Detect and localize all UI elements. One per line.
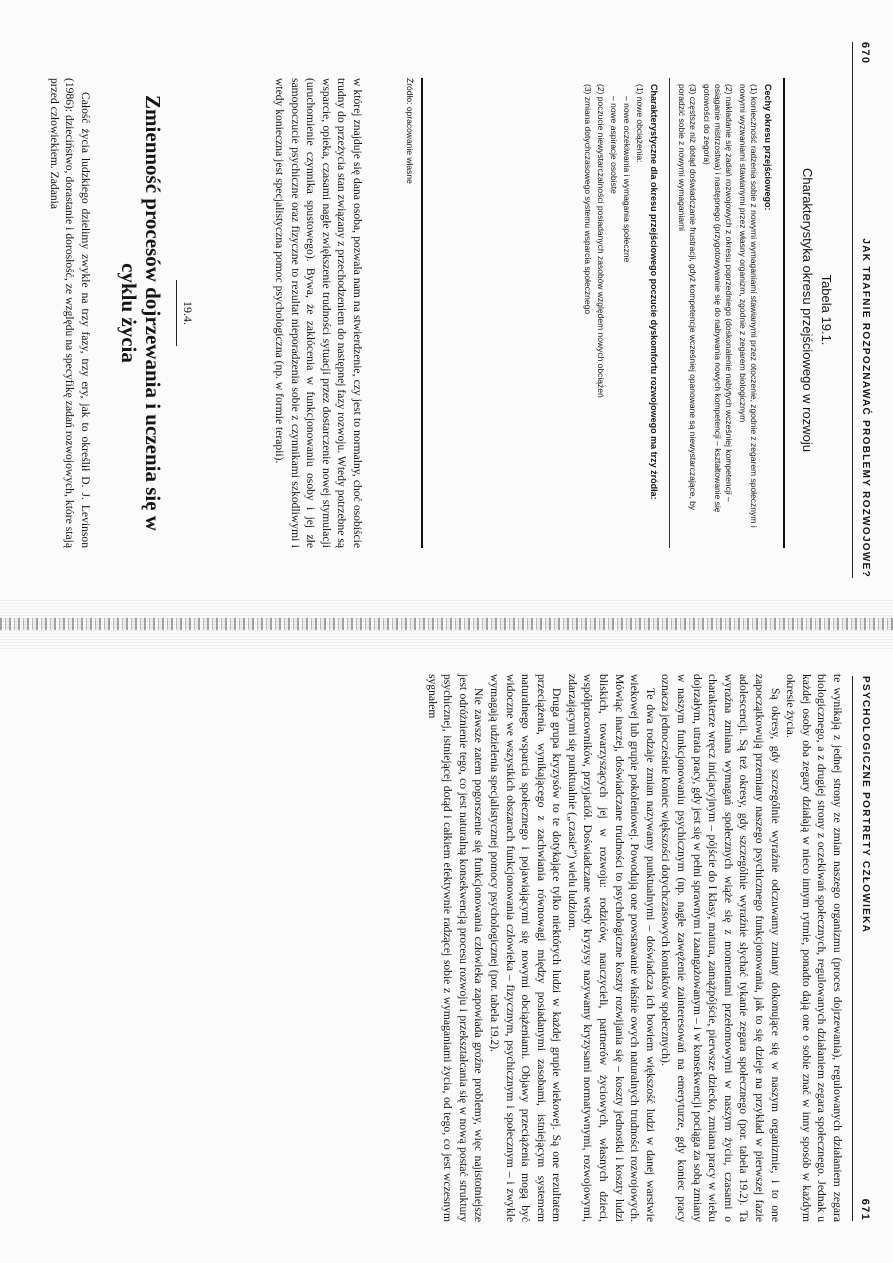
table-item: (3) częstsze niż dotąd doświadczanie frustracji, gdyż kompetencje wcześniej opanowane są niewystarczające, by poradzić sobie z nowymi wymaganiami [677, 84, 698, 511]
table-item: (3) zmiana dotychczasowego systemu wsparcia społecznego [583, 84, 593, 315]
page-number: 670 [859, 42, 871, 65]
header-rule [852, 676, 853, 1221]
section-divider [176, 280, 177, 346]
paragraph: Całość życia ludzkiego dzielimy zwykle na trzy fazy, trzy ery, jak to określił D. J. Levinson (1986): dzieciństwo, dorastanie i dorosłość, ze względu na specyfikę zadań rozwojowych, które stają przed człowiekiem. Zadania [47, 78, 92, 548]
left-page [0, 0, 893, 620]
table-item: – nowe oczekiwania i wymagania społeczne [622, 96, 632, 263]
table-item: (1) konieczność radzenia sobie z nowymi wymaganiami stawianymi przez otoczenie, zgodnie z zegarem społecznym i nowymi wyzwaniami stawianymi przez własny organizm, zgodnie z zegarem biologicznym [738, 84, 759, 528]
running-head: JAK TRAFNIE ROZPOZNAWAĆ PROBLEMY ROZWOJOWE? [860, 238, 871, 578]
right-page [0, 634, 893, 1263]
section-title: Zmienność procesów dojrzewania i uczenia się w cyklu życia [117, 95, 165, 531]
table-19-1 [421, 78, 785, 548]
body-text-left [271, 78, 365, 548]
paragraph: Druga grupa kryzysów to te dotykające tylko niektórych ludzi w każdej grupie wiekowej. Są one rezultatem przeciążenia, wynikającego z zachwiania równowagi między posiadanymi zasobami, istniejącym systemem naturalnego wsparcia społecznego i pojawiającymi się nowymi obciążeniami. Objawy przeciążenia mogą być widoczne we wszystkich obszarach funkcjonowania człowieka – fizycznym, psychicznym i społecznym – i zwykle wymagają udzielenia specjalistycznej pomocy psychologicznej (por. tabela 19.2). [487, 674, 564, 1222]
table-section-heading: Cechy okresu przejściowego: [763, 84, 773, 211]
page-number: 671 [859, 1198, 871, 1221]
table-section-heading: Charakterystyczne dla okresu przejściowego poczucie dyskomfortu rozwojowego ma trzy źródła: [649, 84, 659, 500]
table-section-features [670, 78, 783, 548]
paragraph: Nie zawsze zatem pogorszenie się funkcjonowania człowieka zapowiada groźne problemy, więc najistotniejsze jest odróżnienie tego, co jest naturalną konsekwencją procesu rozwoju i przekształcania się w nową postać struktury psychicznej, istniejącej dotąd i całkiem efektywnie radzącej sobie z wymaganiami życia, od tego, co jest wczesnym sygnałem [425, 674, 486, 1222]
table-caption: Charakterystyka okresu przejściowego w rozwoju [800, 168, 815, 452]
table-source: Źródło: opracowanie własne [405, 78, 415, 184]
running-header-right [857, 676, 871, 1221]
paragraph: Te dwa rodzaje zmian nazywamy punktualnymi – doświadcza ich bowiem większość ludzi w danej warstwie wiekowej lub grupie pokoleniowej. Powodują one powstawanie właśnie owych naturalnych trudności rozwojowych. Mówiąc inaczej, doświadczane trudności to psychologiczne koszty rozwijania się – koszty jednostki i koszty ludzi bliskich, towarzyszących jej w rozwoju: rodziców, nauczycieli, partnerów życiowych, własnych dzieci, współpracowników, przyjaciół. Doświadczane wtedy kryzysy nazywamy kryzysami normatywnymi, rozwojowymi, zdarzającymi się punktualnie („czasie”) wielu ludziom. [565, 674, 657, 1222]
paragraph: Są okresy, gdy szczególnie wyraźnie odczuwamy zmiany dokonujące się w naszym organizmie, i to one zapoczątkowują przemiany naszego psychicznego funkcjonowania, jak to się dzieje na przykład w pierwszej fazie adolescencji. Są też okresy, gdy szczególnie wyraźnie słychać tykanie zegara społecznego (por. tabela 19.2). Ta wyraźna zmiana wymagań społecznych wiąże się z momentami przełomowymi w naszym życiu, czasami o charakterze wręcz inicjacyjnym – pójście do I klasy, matura, zamążpójście, pierwsze dziecko, zmiana pracy w wieku dojrzałym, utrata pracy, gdy jest się w pełni sprawnym i zaangażowanym – i w konsekwencji pociąga za sobą zmiany w naszym funkcjonowaniu psychicznym (np. nagłe zawężenie zainteresowań na emeryturze, gdy koniec pracy oznacza jednocześnie koniec większości dotychczasowych kontaktów społecznych). [659, 674, 782, 1222]
header-rule [852, 42, 853, 578]
section-text [46, 78, 93, 548]
section-number: 19.4. [181, 301, 195, 325]
paragraph: te wynikają z jednej strony ze zmian naszego organizmu (proces dojrzewania), regulowanych działaniem zegara biologicznego, a z drugiej strony z oczekiwań społecznych, regulowanych działaniem zegara społecznego. Jednak u każdej osoby oba zegary działają w nieco innym rytmie, ponadto dają one o sobie znać w inny sposób w każdym okresie życia. [784, 674, 844, 1222]
body-text-right [424, 674, 845, 1222]
running-header-left [857, 42, 871, 578]
table-item: (2) poczucie niewystarczalności posiadanych zasobów względem nowych obciążeń [596, 84, 606, 398]
table-section-sources [576, 78, 670, 548]
paragraph: w której znajduje się dana osoba, pozwala nam na stwierdzenie, czy jest to normalny, choć osobiście trudny do przeżycia stan związany z przechodzeniem do następnej fazy rozwoju. Wtedy potrzebne są wsparcie, opieka, czasami nagłe zwiększenie trudności sytuacji przez dostarczenie nowej stymulacji (uruchomienie czynnika spustowego). Bywa, że zakłócenia w funkcjonowaniu osoby i jej złe samopoczucie psychiczne oraz fizyczne to rezultat nieporadzenia sobie z czynnikami szkodliwymi i wtedy konieczna jest specjalistyczna pomoc psychologiczna (np. w formie terapii). [273, 78, 364, 548]
table-label: Tabela 19.1. [819, 274, 834, 346]
running-head: PSYCHOLOGICZNE PORTRETY CZŁOWIEKA [860, 676, 871, 934]
table-item: (2) nakładanie się zadań rozwojowych z okresu poprzedniego (doskonalenie nabytych wcześniej kompetencji – osiąganie mistrzostwa) i następnego (przygotowywanie się do nabywania nowych kompetencji – kształtowanie się gotowości do zegora) [702, 84, 734, 513]
table-item: (1) nowe obciążenia: [635, 84, 645, 163]
table-item: – nowe aspiracje osobiste [609, 96, 619, 194]
